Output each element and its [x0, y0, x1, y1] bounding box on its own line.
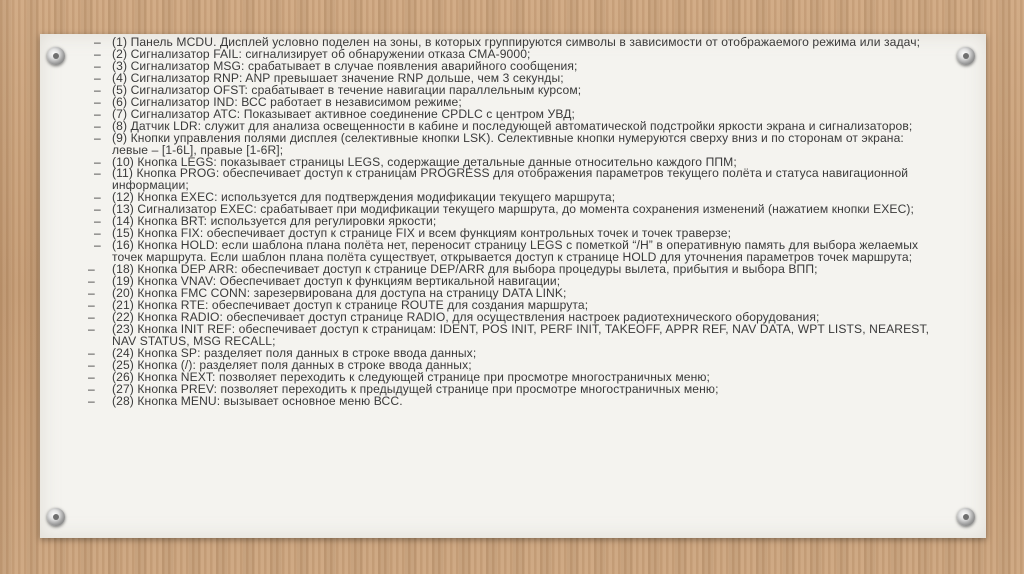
item-number: (18) [112, 262, 134, 277]
list-dash: – [94, 46, 101, 61]
item-text: Сигнализатор MSG: срабатывает в случае появления аварийного сообщения; [130, 58, 578, 73]
list-dash: – [94, 35, 101, 49]
list-dash: – [88, 369, 95, 384]
item-text: Кнопка NEXT: позволяет переходить к следующей странице при просмотре многостраничных меню; [137, 369, 711, 384]
list-dash: – [94, 190, 101, 205]
item-number: (24) [112, 345, 134, 360]
item-number: (16) [112, 238, 134, 253]
list-dash: – [88, 286, 95, 301]
pushpin-icon [957, 508, 975, 526]
item-text: Сигнализатор IND: ВСС работает в независимом режиме; [130, 94, 462, 109]
item-number: (3) [112, 58, 128, 73]
list-dash: – [88, 297, 95, 312]
item-text: Сигнализатор RNP: ANP превышает значение RNP дольше, чем 3 секунды; [130, 70, 564, 85]
item-number: (12) [112, 190, 134, 205]
item-number: (7) [112, 106, 128, 121]
item-text: Сигнализатор EXEC: срабатывает при модификации текущего маршрута, до момента сохранения изменений (нажатием кнопки EXEC); [137, 202, 915, 217]
item-number: (26) [112, 369, 134, 384]
list-dash: – [88, 309, 95, 324]
list-dash: – [94, 130, 101, 145]
list-dash: – [94, 82, 101, 97]
item-text: Панель MCDU. Дисплей условно поделен на зоны, в которых группируются символы в зависимости от отображаемого режима или задач; [130, 35, 921, 49]
list-dash: – [88, 274, 95, 289]
item-number: (23) [112, 321, 134, 336]
list-dash: – [88, 381, 95, 396]
item-number: (25) [112, 357, 134, 372]
item-text: Кнопка VNAV: Обеспечивает доступ к функциям вертикальной навигации; [137, 274, 561, 289]
item-text: Кнопка HOLD: если шаблона плана полёта нет, переносит страницу LEGS с пометкой “/H” в оперативную память для выбора желаемых точек маршрута. Если шаблон плана полёта существует, открывается доступ к странице HOLD для уточнения параметров точек маршрута; [112, 238, 919, 265]
item-number: (20) [112, 286, 134, 301]
item-number: (9) [112, 130, 128, 145]
item-number: (6) [112, 94, 128, 109]
item-text: Кнопка BRT: используется для регулировки яркости; [137, 214, 437, 229]
item-text: Кнопка PROG: обеспечивает доступ к страницам PROGRESS для отображения параметров текущего полёта и статуса навигационной информации; [112, 166, 909, 193]
list-dash: – [94, 154, 101, 169]
list-dash: – [94, 166, 101, 181]
list-dash: – [94, 58, 101, 73]
item-number: (2) [112, 46, 128, 61]
list-item [88, 321, 930, 348]
pushpin-icon [957, 47, 975, 65]
list-dash: – [94, 226, 101, 241]
item-text: Кнопка MENU: вызывает основное меню ВСС. [137, 393, 403, 408]
item-text: Сигнализатор OFST: срабатывает в течение навигации параллельным курсом; [130, 82, 582, 97]
item-number: (27) [112, 381, 134, 396]
item-number: (13) [112, 202, 134, 217]
list-item [88, 393, 930, 408]
item-text: Кнопки управления полями дисплея (селективные кнопки LSK). Селективные кнопки нумеруются сверху вниз и по сторонам от экрана: левые – [1-6L], правые [1-6R]; [112, 130, 904, 157]
item-number: (22) [112, 309, 134, 324]
pushpin-icon [47, 508, 65, 526]
item-text: Кнопка (/): разделяет поля данных в строке ввода данных; [137, 357, 472, 372]
list-dash: – [94, 238, 101, 253]
list-dash: – [94, 214, 101, 229]
list-dash: – [88, 262, 95, 277]
item-number: (8) [112, 118, 128, 133]
item-text: Сигнализатор FAIL: сигнализирует об обнаружении отказа CMA-9000; [130, 46, 531, 61]
list-item [92, 240, 930, 264]
item-text: Кнопка FMC CONN: зарезервирована для доступа на страницу DATA LINK; [137, 286, 567, 301]
item-number: (15) [112, 226, 134, 241]
list-dash: – [94, 70, 101, 85]
item-number: (11) [112, 166, 134, 181]
item-text: Кнопка LEGS: показывает страницы LEGS, содержащие детальные данные относительно каждого ППМ; [137, 154, 737, 169]
item-text: Кнопка INIT REF: обеспечивает доступ к страницам: IDENT, POS INIT, PERF INIT, TAKEOFF, APPR REF, NAV DATA, WPT LISTS, NEAREST, NAV STATUS, MSG RECALL; [112, 321, 930, 348]
list-dash: – [94, 118, 101, 133]
item-text: Кнопка DEP ARR: обеспечивает доступ к странице DEP/ARR для выбора процедуры вылета, прибытия и выбора ВПП; [137, 262, 818, 277]
pushpin-icon [47, 47, 65, 65]
list-dash: – [88, 321, 95, 336]
item-number: (21) [112, 297, 134, 312]
item-text: Кнопка RADIO: обеспечивает доступ странице RADIO, для осуществления настроек радиотехнического оборудования; [137, 309, 820, 324]
item-number: (28) [112, 393, 134, 408]
item-number: (4) [112, 70, 128, 85]
item-text: Датчик LDR: служит для анализа освещенности в кабине и последующей автоматической подстройки яркости экрана и сигнализаторов; [130, 118, 913, 133]
mcdu-description-list [88, 35, 930, 408]
item-number: (10) [112, 154, 134, 169]
item-text: Кнопка SP: разделяет поля данных в строке ввода данных; [137, 345, 477, 360]
item-number: (5) [112, 82, 128, 97]
item-text: Сигнализатор ATC: Показывает активное соединение CPDLC с центром УВД; [130, 106, 575, 121]
item-text: Кнопка FIX: обеспечивает доступ к странице FIX и всем функциям контрольных точек и точек траверзе; [137, 226, 732, 241]
item-number: (1) [112, 35, 128, 49]
item-text: Кнопка EXEC: используется для подтверждения модификации текущего маршрута; [137, 190, 616, 205]
list-dash: – [88, 357, 95, 372]
list-dash: – [94, 106, 101, 121]
item-number: (14) [112, 214, 134, 229]
list-item [92, 130, 930, 157]
list-dash: – [88, 393, 95, 408]
list-dash: – [94, 202, 101, 217]
item-text: Кнопка RTE: обеспечивает доступ к странице ROUTE для создания маршрута; [137, 297, 589, 312]
list-item [92, 168, 930, 192]
list-dash: – [94, 94, 101, 109]
item-number: (19) [112, 274, 134, 289]
item-text: Кнопка PREV: позволяет переходить к предыдущей странице при просмотре многостраничных меню; [137, 381, 719, 396]
list-dash: – [88, 345, 95, 360]
